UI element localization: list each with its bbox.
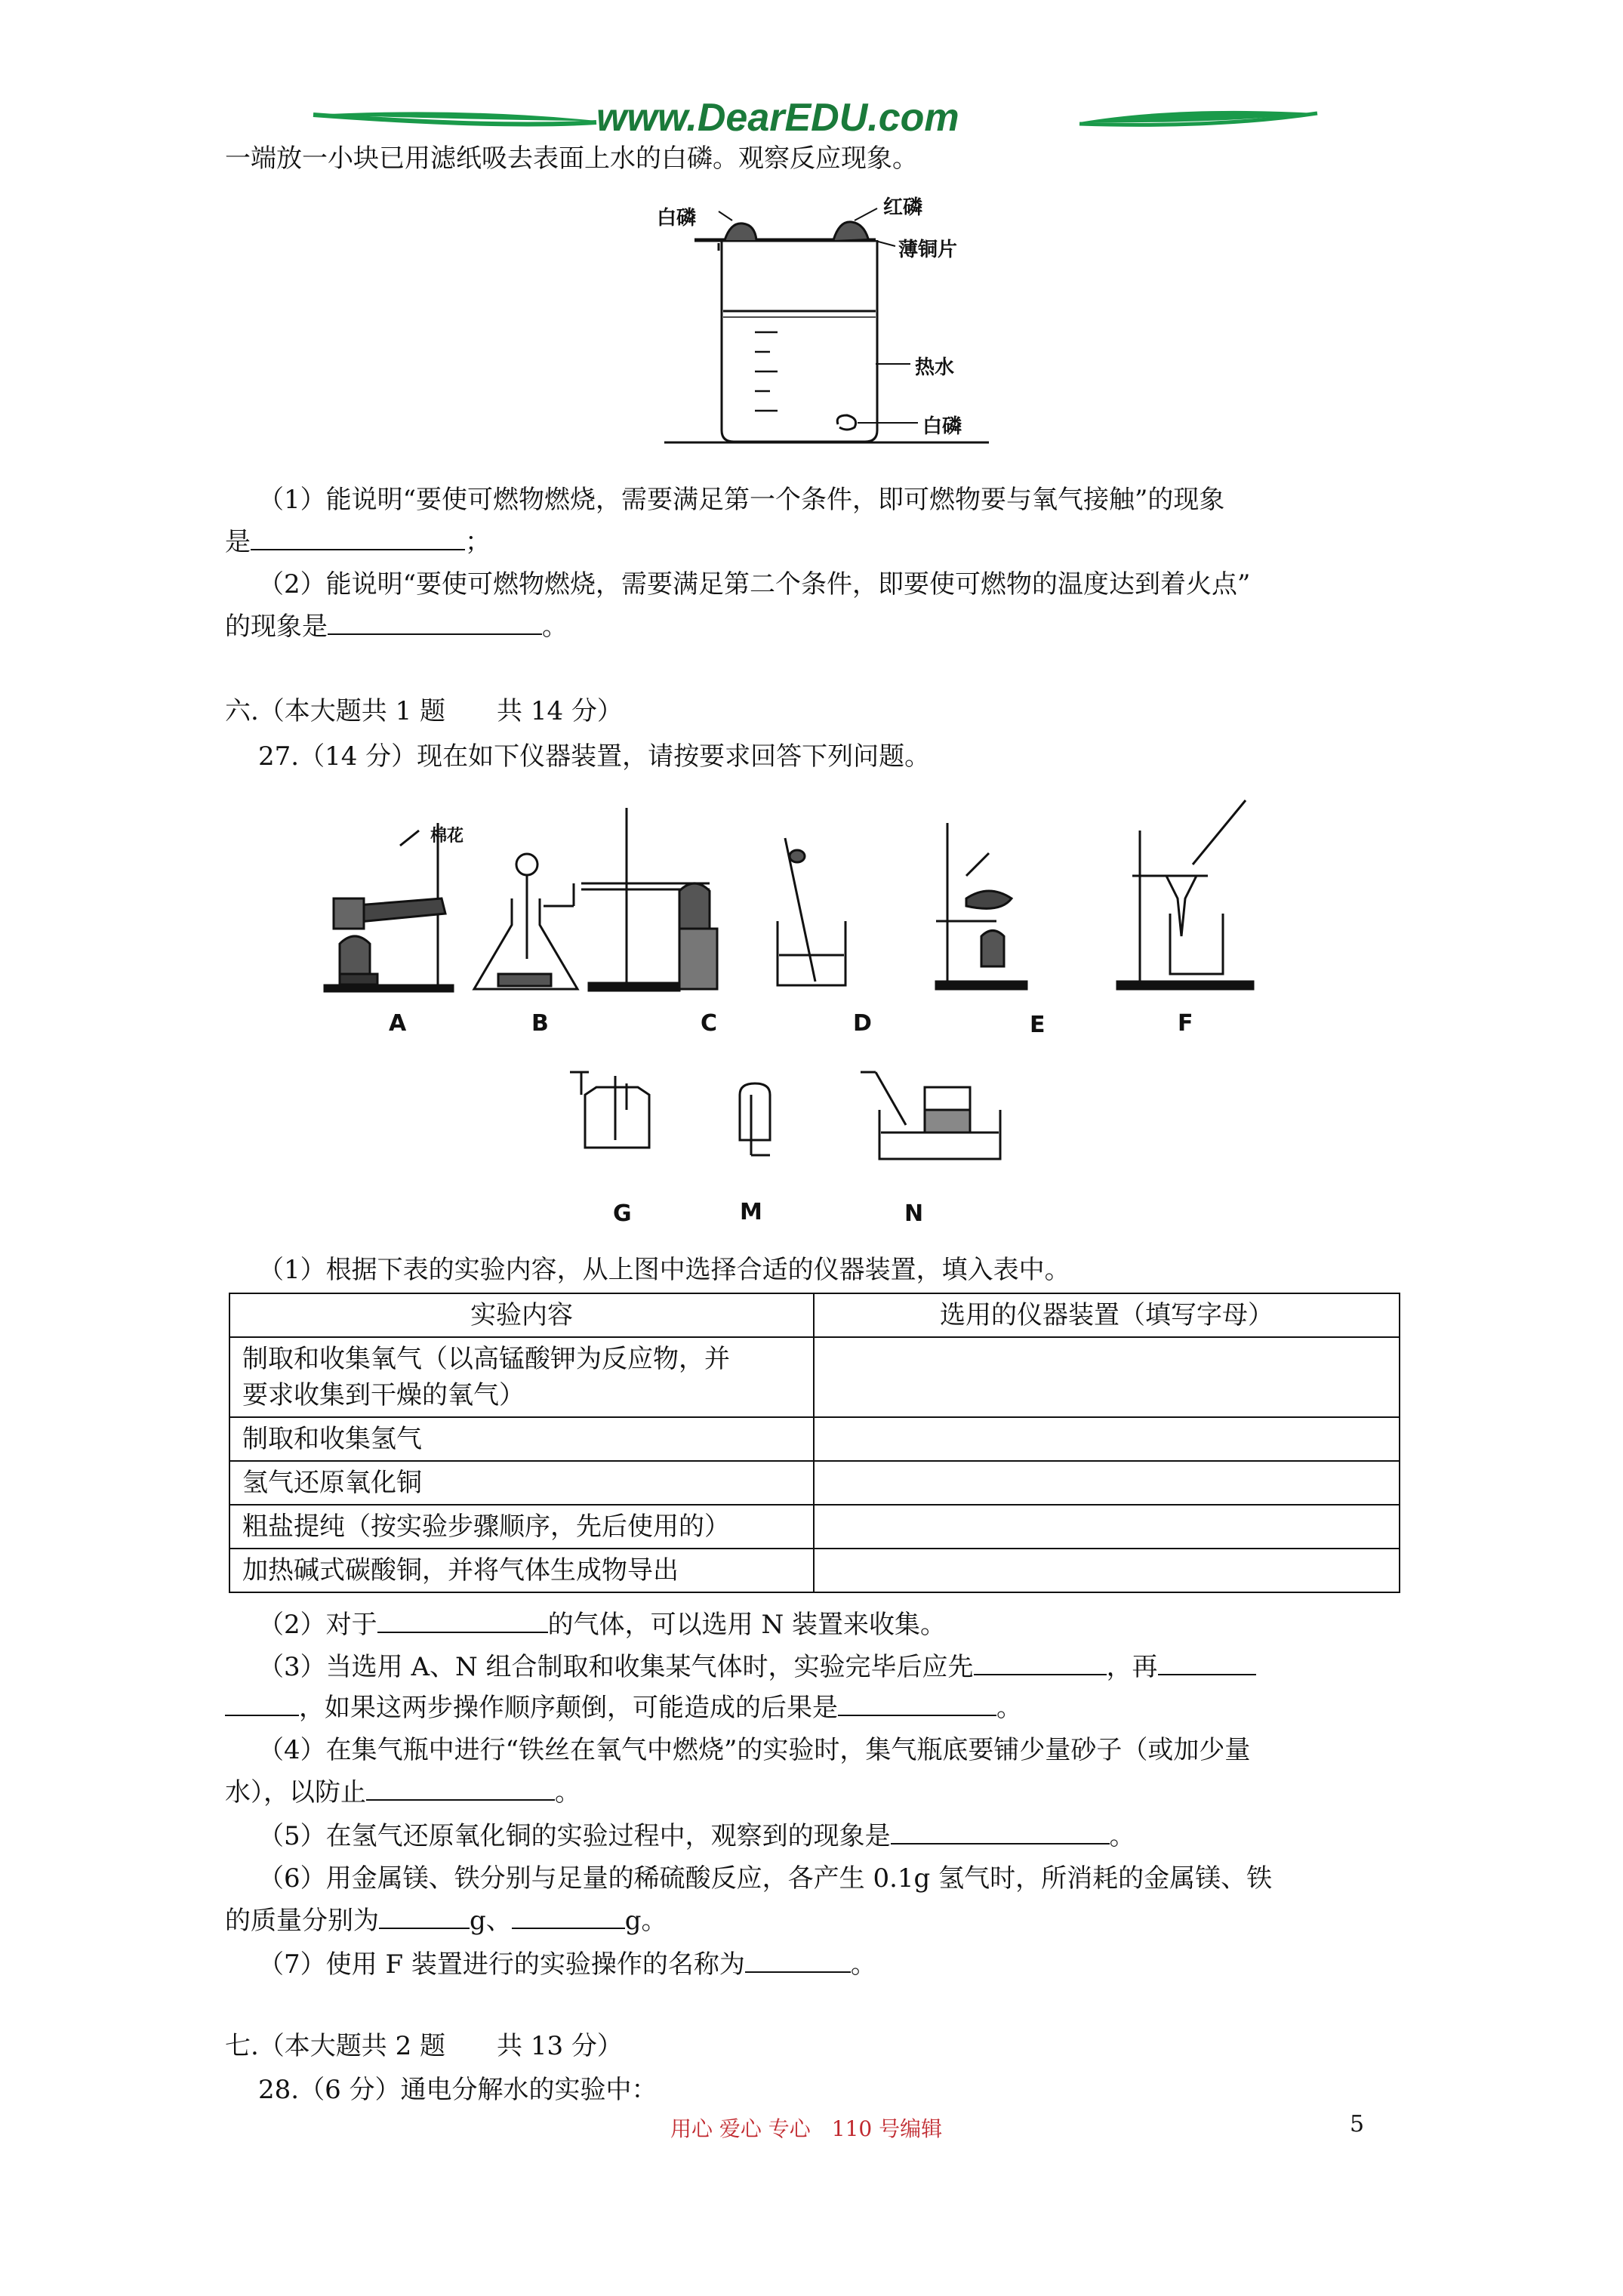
q27-part4-line1: （4）在集气瓶中进行“铁丝在氧气中燃烧”的实验时，集气瓶底要铺少量砂子（或加少量 (258, 1735, 1251, 1765)
q27-part6-blank-fe[interactable] (512, 1905, 625, 1929)
q27-part2-blank[interactable] (377, 1609, 548, 1633)
apparatus-label-e: E (1030, 1012, 1046, 1038)
page-number: 5 (1350, 2111, 1365, 2137)
label-cotton: 棉花 (430, 827, 464, 846)
figure-apparatus (317, 793, 1298, 1231)
apparatus-label-n: N (904, 1200, 924, 1227)
table-cell-answer[interactable] (814, 1337, 1400, 1417)
table-cell-answer[interactable] (814, 1549, 1400, 1592)
q26-part1-line1: （1）能说明“要使可燃物燃烧，需要满足第一个条件，即可燃物要与氧气接触”的现象 (258, 485, 1225, 515)
site-name: www.DearEDU.com (596, 96, 959, 140)
label-copper-sheet: 薄铜片 (898, 239, 958, 261)
q27-part3-blank-3[interactable] (838, 1692, 996, 1716)
q27-part2: （2）对于 的气体，可以选用 N 装置来收集。 (258, 1610, 947, 1640)
apparatus-label-m: M (740, 1199, 762, 1225)
apparatus-diagram (317, 793, 1298, 1231)
q27-part6-blank-mg[interactable] (379, 1905, 470, 1929)
apparatus-b (474, 854, 577, 989)
q27-part3-line1: （3）当选用 A、N 组合制取和收集某气体时，实验完毕后应先 ，再 (258, 1650, 1256, 1684)
apparatus-a (325, 823, 453, 991)
apparatus-e (936, 823, 1027, 989)
q27-part5-blank[interactable] (891, 1820, 1110, 1845)
apparatus-n (861, 1072, 1000, 1159)
table-header-content: 实验内容 (229, 1293, 814, 1337)
q27-part4-blank[interactable] (366, 1777, 555, 1801)
table-header-apparatus: 选用的仪器装置（填写字母） (814, 1293, 1400, 1337)
apparatus-c (325, 793, 717, 991)
q26-part1-line2: 是 ； (225, 527, 491, 557)
label-white-phosphorus-top: 白磷 (657, 207, 697, 230)
table-cell-answer[interactable] (814, 1505, 1400, 1549)
apparatus-f (1117, 800, 1253, 989)
apparatus-m (740, 1083, 770, 1155)
apparatus-d (778, 838, 845, 985)
apparatus-label-d: D (853, 1010, 872, 1037)
q27-part4-line2: 水），以防止 。 (225, 1777, 581, 1808)
apparatus-label-a: A (389, 1010, 407, 1037)
q27-part7: （7）使用 F 装置进行的实验操作的名称为 。 (258, 1949, 876, 1980)
table-cell-content: 制取和收集氢气 (229, 1417, 814, 1461)
figure-phosphorus-beaker (649, 189, 996, 453)
q27-part3-line2: ，如果这两步操作顺序颠倒，可能造成的后果是 。 (225, 1691, 1022, 1724)
table-row (229, 1549, 1400, 1592)
table-row (229, 1505, 1400, 1549)
intro-line: 一端放一小块已用滤纸吸去表面上水的白磷。观察反应现象。 (225, 143, 918, 174)
table-row (229, 1461, 1400, 1505)
apparatus-g (570, 1072, 649, 1148)
q27-stem: 27.（14 分）现在如下仪器装置，请按要求回答下列问题。 (258, 741, 931, 772)
apparatus-table (229, 1293, 1400, 1593)
q26-part1-blank[interactable] (251, 526, 465, 550)
label-hot-water: 热水 (915, 356, 955, 379)
table-cell-answer[interactable] (814, 1417, 1400, 1461)
q28-stem: 28.（6 分）通电分解水的实验中： (258, 2075, 658, 2105)
q27-part6-line2: 的质量分别为 g、 g。 (225, 1906, 667, 1936)
apparatus-label-c: C (701, 1010, 718, 1037)
table-row (229, 1337, 1400, 1417)
apparatus-label-b: B (531, 1010, 549, 1037)
q27-part3-blank-2a[interactable] (1158, 1651, 1256, 1675)
q26-part2-blank[interactable] (328, 611, 542, 635)
q27-part6-line1: （6）用金属镁、铁分别与足量的稀硫酸反应，各产生 0.1g 氢气时，所消耗的金属镁、铁 (258, 1863, 1273, 1894)
apparatus-label-f: F (1178, 1010, 1193, 1037)
table-row (229, 1417, 1400, 1461)
apparatus-label-g: G (613, 1200, 632, 1227)
header-banner (310, 98, 1321, 143)
table-cell-content: 加热碱式碳酸铜，并将气体生成物导出 (229, 1549, 814, 1592)
q27-part1: （1）根据下表的实验内容，从上图中选择合适的仪器装置，填入表中。 (258, 1255, 1070, 1285)
table-cell-content: 制取和收集氧气（以高锰酸钾为反应物，并 要求收集到干燥的氧气） (229, 1337, 814, 1417)
label-white-phosphorus-bottom: 白磷 (922, 415, 962, 438)
table-cell-content: 粗盐提纯（按实验步骤顺序，先后使用的） (229, 1505, 814, 1549)
label-red-phosphorus: 红磷 (883, 196, 923, 219)
section-6-title: 六.（本大题共 1 题 共 14 分） (225, 696, 623, 726)
section-7-title: 七.（本大题共 2 题 共 13 分） (225, 2031, 623, 2061)
q27-part3-blank-1[interactable] (974, 1651, 1107, 1675)
q26-part2-line2: 的现象是 。 (225, 612, 568, 642)
table-cell-answer[interactable] (814, 1461, 1400, 1505)
table-cell-content: 氢气还原氧化铜 (229, 1461, 814, 1505)
q27-part7-blank[interactable] (745, 1949, 851, 1973)
q26-part2-line1: （2）能说明“要使可燃物燃烧，需要满足第二个条件，即要使可燃物的温度达到着火点” (258, 569, 1251, 599)
q27-part5: （5）在氢气还原氧化铜的实验过程中，观察到的现象是 。 (258, 1821, 1135, 1851)
footer-text: 用心 爱心 专心 110 号编辑 (670, 2116, 943, 2141)
table-header-row (229, 1293, 1400, 1337)
q27-part3-blank-2b[interactable] (225, 1692, 299, 1716)
